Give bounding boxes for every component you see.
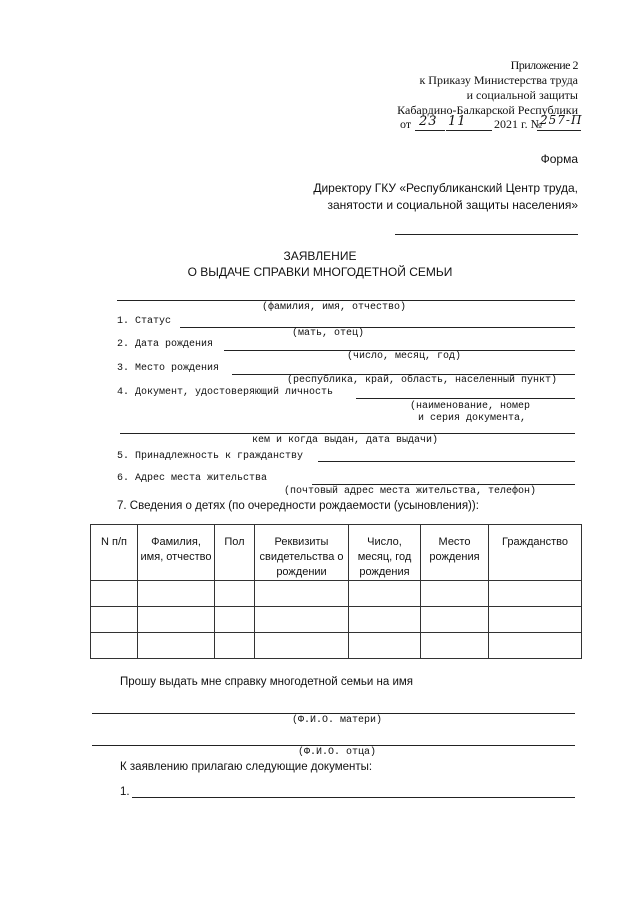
doc-hint-2: и серия документа, [418, 413, 527, 424]
table-cell[interactable] [91, 633, 138, 659]
doc-label: 4. Документ, удостоверяющий личность [117, 387, 334, 398]
appendix-label: Приложение 2 [510, 58, 578, 72]
table-cell[interactable] [138, 607, 215, 633]
document-title [130, 248, 510, 280]
attachment-item-line[interactable] [132, 797, 575, 798]
addressee-line-2: занятости и социальной защиты населения» [327, 198, 578, 212]
table-cell[interactable] [349, 607, 421, 633]
doc-hint-1: (наименование, номер [410, 401, 531, 412]
table-row [91, 633, 582, 659]
table-cell[interactable] [91, 607, 138, 633]
dob-hint: (число, месяц, год) [347, 351, 462, 362]
date-day-handwritten: 23 [419, 114, 438, 129]
table-cell[interactable] [489, 607, 582, 633]
table-cell[interactable] [215, 633, 255, 659]
date-prefix: от [400, 117, 412, 131]
request-text: Прошу выдать мне справку многодетной семьи на имя [120, 676, 413, 688]
table-cell[interactable] [255, 607, 349, 633]
order-reference: к Приказу Министерства труда [419, 73, 578, 87]
col-header-fio: Фамилия, имя, отчество [138, 525, 215, 581]
title-line-2: О ВЫДАЧЕ СПРАВКИ МНОГОДЕТНОЙ СЕМЬИ [187, 265, 453, 279]
applicant-name-line [395, 234, 578, 235]
status-label: 1. Статус [117, 316, 172, 327]
date-month-handwritten: 11 [448, 114, 467, 129]
doc-hint-3: кем и когда выдан, дата выдачи) [252, 435, 439, 446]
table-cell[interactable] [349, 581, 421, 607]
table-row [91, 607, 582, 633]
status-hint: (мать, отец) [292, 328, 365, 339]
children-table-header-row [91, 525, 582, 581]
table-cell[interactable] [421, 581, 489, 607]
appendix-header [300, 58, 578, 118]
dob-label: 2. Дата рождения [117, 339, 214, 350]
father-name-line[interactable] [92, 745, 575, 746]
mother-name-line[interactable] [92, 713, 575, 714]
order-date-line [400, 117, 411, 132]
address-field-line[interactable] [312, 484, 575, 485]
table-cell[interactable] [421, 633, 489, 659]
title-line-1: ЗАЯВЛЕНИЕ [283, 249, 357, 263]
children-table [90, 524, 582, 659]
col-header-birthdate: Число, месяц, год рождения [349, 525, 421, 581]
addressee-block [280, 180, 578, 214]
table-cell[interactable] [349, 633, 421, 659]
father-hint: (Ф.И.О. отца) [298, 747, 377, 758]
attachment-item-number: 1. [120, 786, 130, 798]
col-header-citizenship: Гражданство [489, 525, 582, 581]
date-day-underline [415, 130, 445, 131]
table-cell[interactable] [255, 581, 349, 607]
table-cell[interactable] [215, 581, 255, 607]
date-month-underline [446, 130, 492, 131]
table-cell[interactable] [421, 607, 489, 633]
col-header-number: N п/п [91, 525, 138, 581]
ministry-line: и социальной защиты [466, 88, 578, 102]
attachments-heading: К заявлению прилагаю следующие документы: [120, 761, 373, 773]
order-year-number-label: 2021 г. № [494, 117, 543, 131]
col-header-birthplace: Место рождения [421, 525, 489, 581]
table-cell[interactable] [489, 633, 582, 659]
table-cell[interactable] [489, 581, 582, 607]
address-hint: (почтовый адрес места жительства, телефон) [284, 486, 537, 497]
mother-hint: (Ф.И.О. матери) [292, 715, 383, 726]
order-number-underline [537, 130, 581, 131]
col-header-certificate: Реквизиты свидетельства о рождении [255, 525, 349, 581]
table-cell[interactable] [91, 581, 138, 607]
table-cell[interactable] [215, 607, 255, 633]
pob-hint: (республика, край, область, населенный пункт) [287, 375, 558, 386]
doc-field-line[interactable] [356, 398, 575, 399]
form-label: Форма [540, 152, 578, 166]
status-field-line[interactable] [180, 327, 575, 328]
republic-line: Кабардино-Балкарской Республики [397, 103, 578, 117]
table-row [91, 581, 582, 607]
col-header-sex: Пол [215, 525, 255, 581]
order-number-handwritten: 257-П [540, 113, 583, 127]
pob-label: 3. Место рождения [117, 363, 220, 374]
table-cell[interactable] [255, 633, 349, 659]
children-heading: 7. Сведения о детях (по очередности рождаемости (усыновления)): [117, 500, 479, 512]
address-label: 6. Адрес места жительства [117, 473, 268, 484]
citizenship-field-line[interactable] [318, 461, 575, 462]
fio-hint: (фамилия, имя, отчество) [262, 302, 407, 313]
citizenship-label: 5. Принадлежность к гражданству [117, 451, 304, 462]
doc-second-line[interactable] [120, 433, 575, 434]
table-cell[interactable] [138, 633, 215, 659]
table-cell[interactable] [138, 581, 215, 607]
addressee-line-1: Директору ГКУ «Республиканский Центр труда, [313, 181, 578, 195]
fio-line [117, 300, 575, 301]
